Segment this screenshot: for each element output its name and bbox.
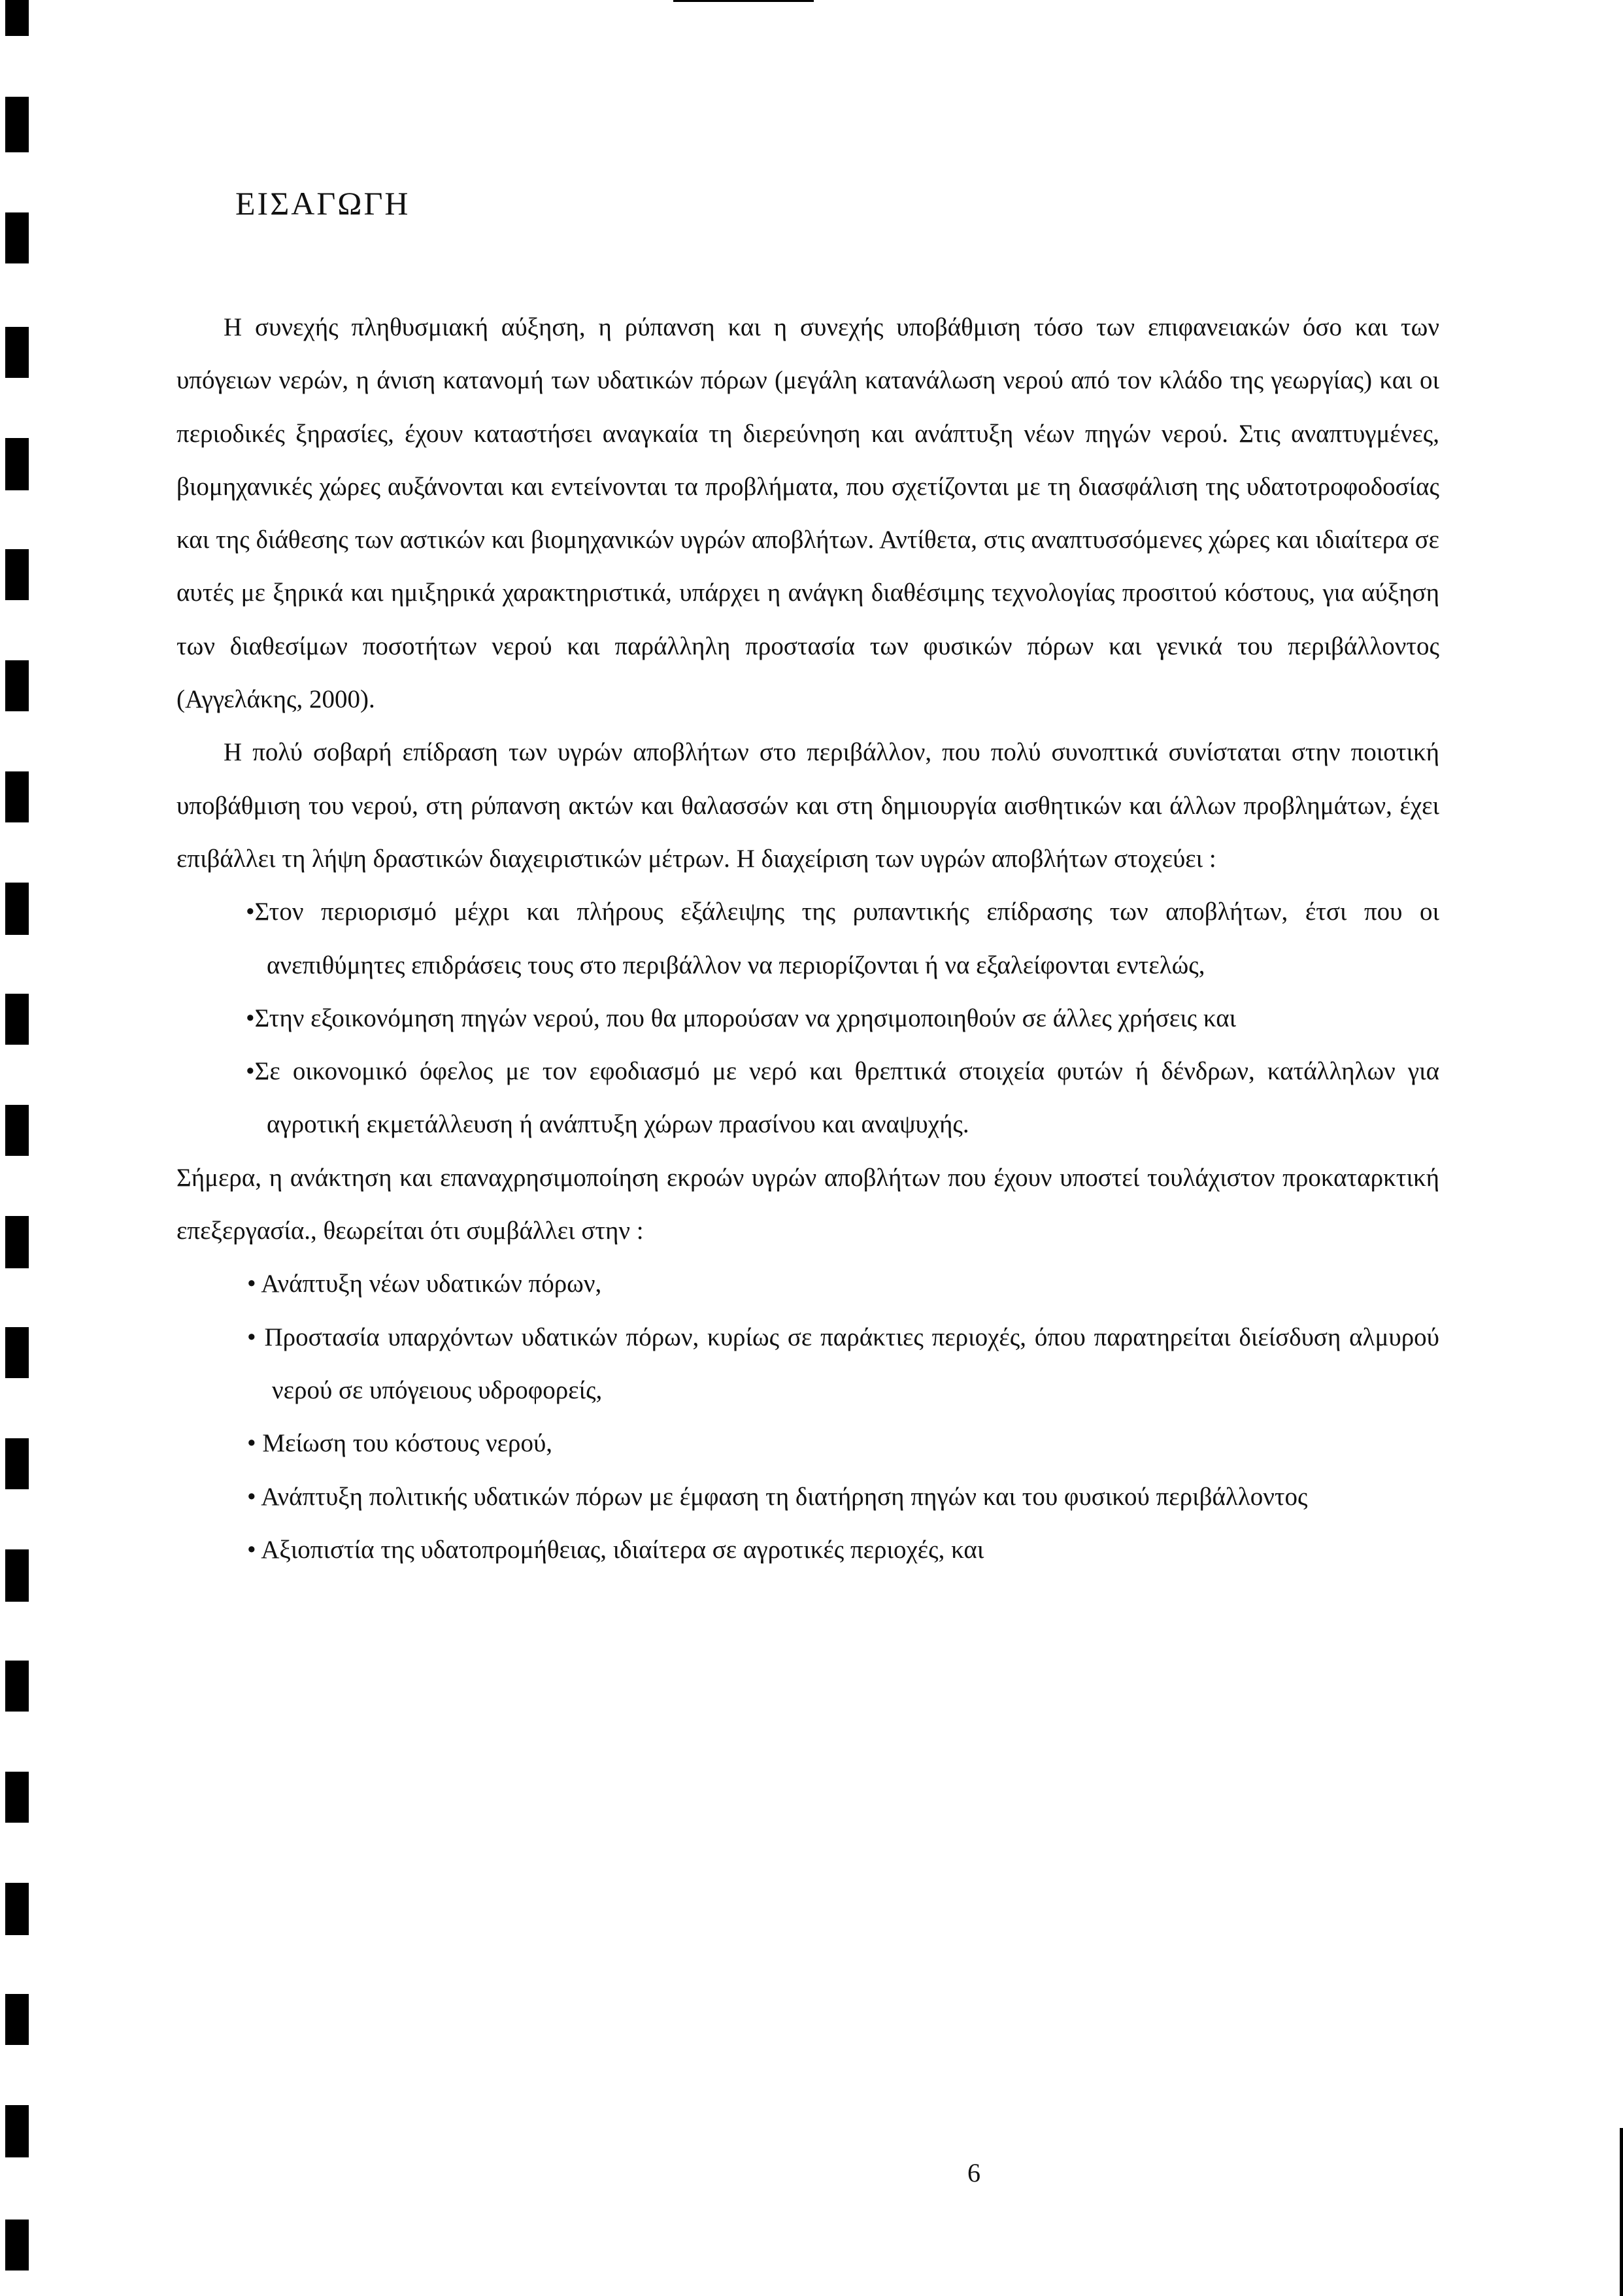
binding-hole [5,1105,29,1156]
list-item-text: Αξιοπιστία της υδατοπρομήθειας, ιδιαίτερα σε αγροτικές περιοχές, και [261,1535,984,1564]
body-text [176,301,1439,1576]
list-item-text: Στην εξοικονόμηση πηγών νερού, που θα μπορούσαν να χρησιμοποιηθούν σε άλλες χρήσεις και [254,1004,1237,1032]
binding-hole [5,327,29,378]
binding-hole [5,660,29,711]
binding-hole [5,549,29,600]
bullet-icon: • [246,898,255,926]
bullet-icon: • [247,1535,256,1564]
binding-hole [5,883,29,935]
binding-hole [5,438,29,490]
contributions-list [176,1257,1439,1576]
section-title: ΕΙΣΑΓΩΓΗ [235,185,410,222]
binding-hole [5,994,29,1045]
binding-hole [5,1772,29,1823]
list-item [220,885,1439,992]
binding-hole [5,2220,29,2271]
list-item [224,1523,1439,1576]
list-item-text: Προστασία υπαρχόντων υδατικών πόρων, κυρίως σε παράκτιες περιοχές, όπου παρατηρείται διείσδυση αλμυρού νερού σε υπόγειους υδροφορείς, [264,1323,1439,1404]
list-item [224,1417,1439,1470]
binding-hole [5,97,29,152]
list-item [224,1470,1439,1523]
binding-holes-strip [0,0,39,2296]
binding-hole [5,1327,29,1378]
binding-hole [5,212,29,263]
list-item-text: Ανάπτυξη νέων υδατικών πόρων, [261,1270,602,1298]
binding-hole [5,1994,29,2045]
list-item-text: Ανάπτυξη πολιτικής υδατικών πόρων με έμφαση τη διατήρηση πηγών και του φυσικού περιβάλλοντος [261,1482,1308,1511]
bullet-icon: • [247,1482,256,1511]
list-item [224,1257,1439,1310]
right-scan-edge [1620,2128,1623,2296]
binding-hole [5,1216,29,1268]
page-number: 6 [967,2158,980,2187]
binding-hole [5,0,29,36]
bullet-icon: • [246,1004,255,1032]
bullet-icon: • [247,1429,256,1458]
binding-hole [5,1661,29,1712]
top-scan-rule [673,0,814,2]
binding-hole [5,1438,29,1489]
goals-list [176,885,1439,1151]
list-item-text: Μείωση του κόστους νερού, [262,1429,553,1458]
list-item [224,1311,1439,1417]
list-item-text: Σε οικονομικό όφελος με τον εφοδιασμό με νερό και θρεπτικά στοιχεία φυτών ή δένδρων, κατάλληλων για αγροτική εκμετάλλευση ή ανάπτυξη χώρων πρασίνου και αναψυχής. [254,1057,1439,1139]
binding-hole [5,771,29,822]
paragraph: Σήμερα, η ανάκτηση και επαναχρησιμοποίηση εκροών υγρών αποβλήτων που έχουν υποστεί τουλάχιστον προκαταρκτική επεξεργασία., θεωρείται ότι συμβάλλει στην : [176,1163,1439,1245]
paragraph: Η πολύ σοβαρή επίδραση των υγρών αποβλήτων στο περιβάλλον, που πολύ συνοπτικά συνίσταται στην ποιοτική υποβάθμιση του νερού, στη ρύπανση ακτών και θαλασσών και στη δημιουργία αισθητικών και άλλων προβλημάτων, έχει επιβάλλει τη λήψη δραστικών διαχειριστικών μέτρων. Η διαχείριση των υγρών αποβλήτων στοχεύει : [176,738,1439,873]
list-item [220,1045,1439,1151]
bullet-icon: • [247,1323,256,1351]
binding-hole [5,1883,29,1935]
bullet-icon: • [246,1057,255,1086]
binding-hole [5,1549,29,1602]
list-item-text: Στον περιορισμό μέχρι και πλήρους εξάλειψης της ρυπαντικής επίδρασης των αποβλήτων, έτσι που οι ανεπιθύμητες επιδράσεις τους στο περιβάλλον να περιορίζονται ή να εξαλείφονται εντελώς, [254,898,1439,979]
bullet-icon: • [247,1270,256,1298]
list-item [220,992,1439,1045]
paragraph: Η συνεχής πληθυσμιακή αύξηση, η ρύπανση και η συνεχής υποβάθμιση τόσο των επιφανειακών όσο και των υπόγειων νερών, η άνιση κατανομή των υδατικών πόρων (μεγάλη κατανάλωση νερού από τον κλάδο της γεωργίας) και οι περιοδικές ξηρασίες, έχουν καταστήσει αναγκαία τη διερεύνηση και ανάπτυξη νέων πηγών νερού. Στις αναπτυγμένες, βιομηχανικές χώρες αυξάνονται και εντείνονται τα προβλήματα, που σχετίζονται με τη διασφάλιση της υδατοτροφοδοσίας και της διάθεσης των αστικών και βιομηχανικών υγρών αποβλήτων. Αντίθετα, στις αναπτυσσόμενες χώρες και ιδιαίτερα σε αυτές με ξηρικά και ημιξηρικά χαρακτηριστικά, υπάρχει η ανάγκη διαθέσιμης τεχνολογίας προσιτού κόστους, για αύξηση των διαθεσίμων ποσοτήτων νερού και παράλληλη προστασία των φυσικών πόρων και γενικά του περιβάλλοντος (Αγγελάκης, 2000). [176,313,1439,714]
binding-hole [5,2105,29,2157]
